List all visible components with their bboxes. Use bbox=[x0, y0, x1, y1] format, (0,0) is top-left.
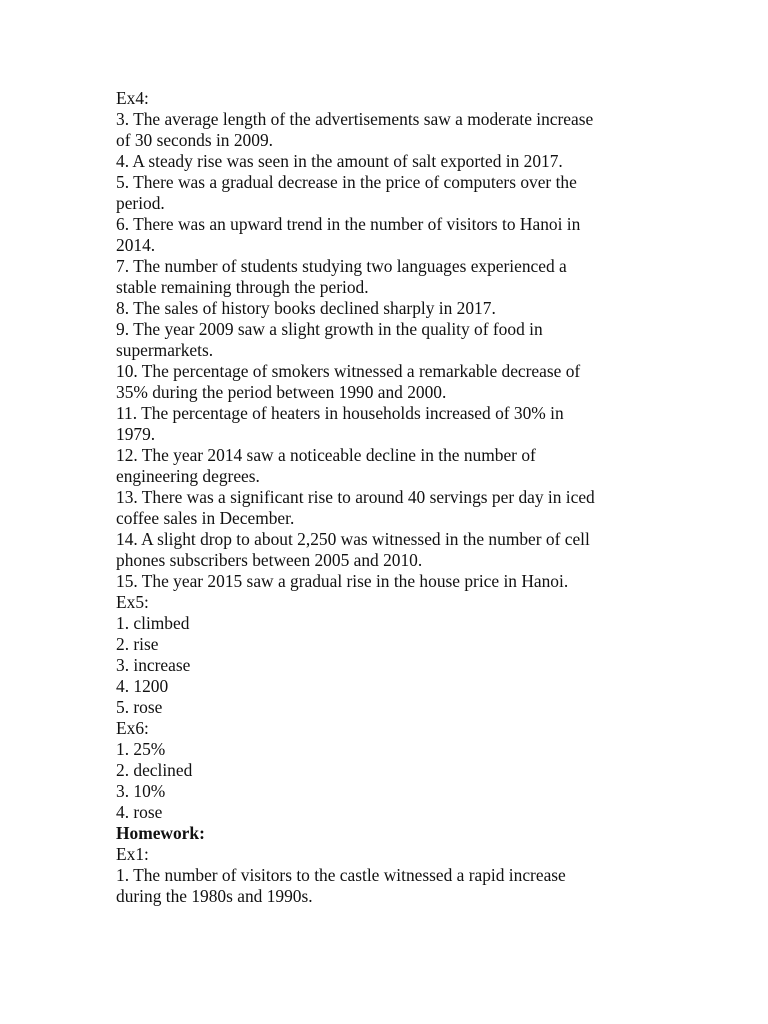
ex4-line: 14. A slight drop to about 2,250 was witnessed in the number of cell bbox=[116, 529, 590, 549]
ex4-line: 9. The year 2009 saw a slight growth in the quality of food in bbox=[116, 319, 543, 339]
ex4-line: period. bbox=[116, 193, 165, 213]
ex4-line: 7. The number of students studying two languages experienced a bbox=[116, 256, 567, 276]
ex4-line: 2014. bbox=[116, 235, 156, 255]
ex4-line: 8. The sales of history books declined sharply in 2017. bbox=[116, 298, 496, 318]
ex4-line: of 30 seconds in 2009. bbox=[116, 130, 273, 150]
ex5-answer: 2. rise bbox=[116, 634, 159, 654]
homework-ex1-heading: Ex1: bbox=[116, 844, 149, 864]
ex4-line: 13. There was a significant rise to around 40 servings per day in iced bbox=[116, 487, 595, 507]
ex5-heading: Ex5: bbox=[116, 592, 149, 612]
ex4-line: 3. The average length of the advertisements saw a moderate increase bbox=[116, 109, 594, 129]
homework-line: during the 1980s and 1990s. bbox=[116, 886, 313, 906]
ex4-line: 35% during the period between 1990 and 2000. bbox=[116, 382, 447, 402]
ex5-answer: 1. climbed bbox=[116, 613, 190, 633]
homework-heading: Homework: bbox=[116, 823, 205, 843]
ex4-line: 12. The year 2014 saw a noticeable decline in the number of bbox=[116, 445, 536, 465]
ex6-answer: 4. rose bbox=[116, 802, 163, 822]
ex4-line: stable remaining through the period. bbox=[116, 277, 369, 297]
ex5-answer: 4. 1200 bbox=[116, 676, 169, 696]
ex5-answer: 3. increase bbox=[116, 655, 191, 675]
ex6-answer: 3. 10% bbox=[116, 781, 166, 801]
ex4-line: 5. There was a gradual decrease in the price of computers over the bbox=[116, 172, 577, 192]
ex4-line: supermarkets. bbox=[116, 340, 214, 360]
ex6-answer: 1. 25% bbox=[116, 739, 166, 759]
ex6-heading: Ex6: bbox=[116, 718, 149, 738]
document-page bbox=[116, 88, 656, 907]
ex4-line: 10. The percentage of smokers witnessed a remarkable decrease of bbox=[116, 361, 581, 381]
ex4-line: coffee sales in December. bbox=[116, 508, 295, 528]
ex4-line: 11. The percentage of heaters in households increased of 30% in bbox=[116, 403, 564, 423]
ex4-line: 4. A steady rise was seen in the amount of salt exported in 2017. bbox=[116, 151, 563, 171]
ex4-line: phones subscribers between 2005 and 2010. bbox=[116, 550, 423, 570]
ex4-line: 6. There was an upward trend in the number of visitors to Hanoi in bbox=[116, 214, 581, 234]
ex4-line: 1979. bbox=[116, 424, 156, 444]
ex5-answer: 5. rose bbox=[116, 697, 163, 717]
ex4-line: 15. The year 2015 saw a gradual rise in the house price in Hanoi. bbox=[116, 571, 569, 591]
ex6-answer: 2. declined bbox=[116, 760, 193, 780]
ex4-line: engineering degrees. bbox=[116, 466, 260, 486]
homework-line: 1. The number of visitors to the castle witnessed a rapid increase bbox=[116, 865, 566, 885]
ex4-heading: Ex4: bbox=[116, 88, 149, 108]
